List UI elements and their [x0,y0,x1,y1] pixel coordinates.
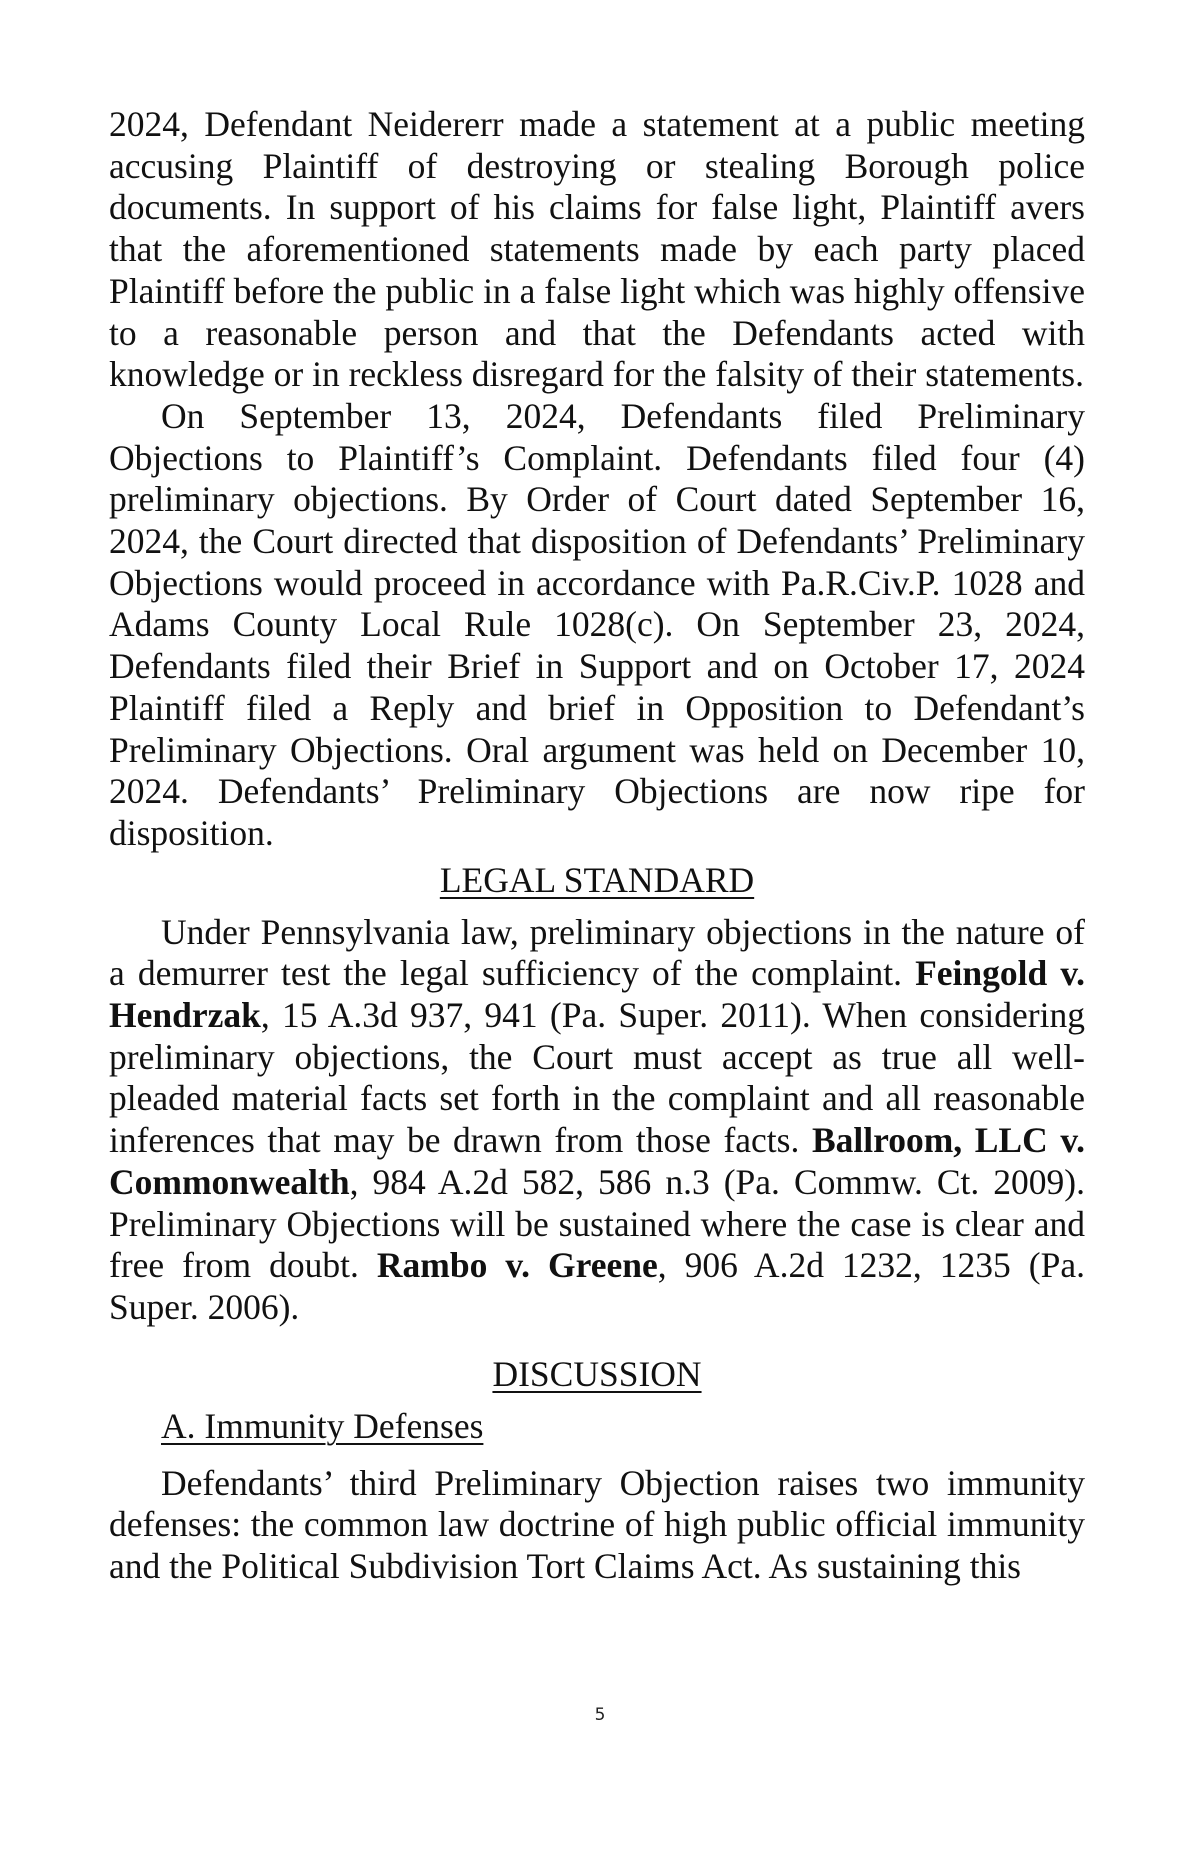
legal-standard-text-3: , 984 A.2d 582, 586 n.3 (Pa. Commw. Ct. 2009). Preliminary Objections will be sustained where the case is clear and free from doubt. [109,1161,1085,1286]
legal-standard-text-1: Under Pennsylvania law, preliminary objections in the nature of a demurrer test the legal sufficiency of the complaint. [109,911,1085,994]
page-number: 5 [594,1705,606,1725]
paragraph-false-light-claims: 2024, Defendant Neidererr made a statement at a public meeting accusing Plaintiff of destroying or stealing Borough police documents. In support of his claims for false light, Plaintiff avers that the aforementioned statements made by each party placed Plaintiff before the public in a false light which was highly offensive to a reasonable person and that the Defendants acted with knowledge or in reckless disregard for the falsity of their statements. [109,104,1085,395]
legal-standard-text-2: , 15 A.3d 937, 941 (Pa. Super. 2011). When considering preliminary objections, the Court must accept as true all well-pleaded material facts set forth in the complaint and all reasonable inferences that may be drawn from those facts. [109,995,1085,1161]
paragraph-legal-standard [109,912,1085,1329]
paragraph-procedural-history: On September 13, 2024, Defendants filed Preliminary Objections to Plaintiff’s Complaint. Defendants filed four (4) preliminary objections. By Order of Court dated September 16, 2024, the Court directed that disposition of Defendants’ Preliminary Objections would proceed in accordance with Pa.R.Civ.P. 1028 and Adams County Local Rule 1028(c). On September 23, 2024, Defendants filed their Brief in Support and on October 17, 2024 Plaintiff filed a Reply and brief in Opposition to Defendant’s Preliminary Objections. Oral argument was held on December 10, 2024. Defendants’ Preliminary Objections are now ripe for disposition. [109,395,1085,853]
paragraph-immunity-defenses: Defendants’ third Preliminary Objection raises two immunity defenses: the common law doctrine of high public official immunity and the Political Subdivision Tort Claims Act. As sustaining this [109,1462,1085,1587]
discussion-heading: DISCUSSION [492,1353,702,1394]
document-page [109,104,1085,1588]
case-citation-feingold: Feingold v. Hendrzak [109,953,1085,1036]
legal-standard-heading: LEGAL STANDARD [439,859,755,900]
case-citation-ballroom: Ballroom, LLC v. Commonwealth [109,1120,1085,1202]
legal-standard-text-4: , 906 A.2d 1232, 1235 (Pa. Super. 2006). [109,1245,1085,1327]
case-citation-rambo: Rambo v. Greene [376,1245,658,1286]
immunity-defenses-subheading: A. Immunity Defenses [161,1405,484,1446]
